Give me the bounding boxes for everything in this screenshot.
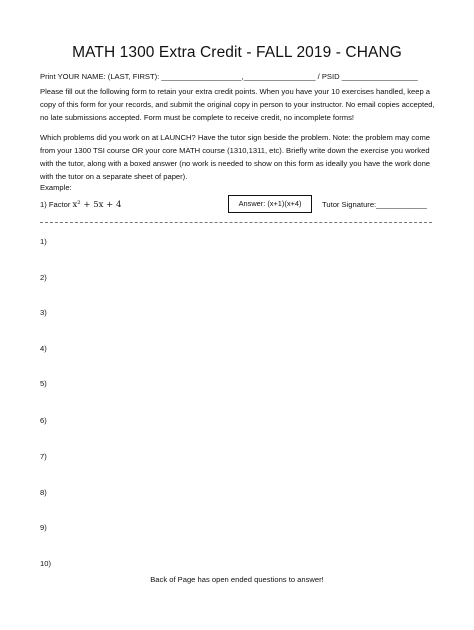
instructions-paragraph-1: Please fill out the following form to retain your extra credit points. When you have your 10 exercises handled, keep a copy of this form for your records, and submit the original copy in person to your instructor. No email copies accepted, no late submissions accepted. Form must be complete to receive credit, no incomplete forms! — [40, 87, 435, 122]
problem-item-1: 1) — [40, 237, 47, 246]
example-answer-box: Answer: (x+1)(x+4) — [228, 195, 312, 213]
dashed-divider — [40, 222, 432, 223]
example-problem-prefix: 1) Factor — [40, 200, 73, 209]
name-psid-line: Print YOUR NAME: (LAST, FIRST): ___________________,_________________ / PSID __________________ — [40, 72, 418, 81]
page-title: MATH 1300 Extra Credit - FALL 2019 - CHANG — [72, 44, 402, 61]
example-expression: x² + 5x + 4 — [72, 200, 122, 210]
instructions-paragraph-2: Which problems did you work on at LAUNCH? Have the tutor sign beside the problem. Note: the problem may come from your 1300 TSI course OR your core MATH course (1310,1311, etc). Briefly write down the exercise you worked with the tutor, along with a boxed answer (no work is needed to show on this form as ideally you have the work done with the tutor on a separate sheet of paper). — [40, 133, 431, 181]
problem-item-5: 5) — [40, 379, 47, 388]
example-problem — [40, 200, 121, 210]
problem-item-2: 2) — [40, 273, 47, 282]
example-label: Example: — [40, 183, 72, 192]
example-tutor-signature: Tutor Signature:____________ — [322, 200, 427, 209]
problem-item-8: 8) — [40, 488, 47, 497]
footer-note: Back of Page has open ended questions to answer! — [150, 575, 324, 584]
problem-item-10: 10) — [40, 559, 51, 568]
problem-item-3: 3) — [40, 308, 47, 317]
problem-item-4: 4) — [40, 344, 47, 353]
problem-item-6: 6) — [40, 416, 47, 425]
problem-item-9: 9) — [40, 523, 47, 532]
problem-item-7: 7) — [40, 452, 47, 461]
